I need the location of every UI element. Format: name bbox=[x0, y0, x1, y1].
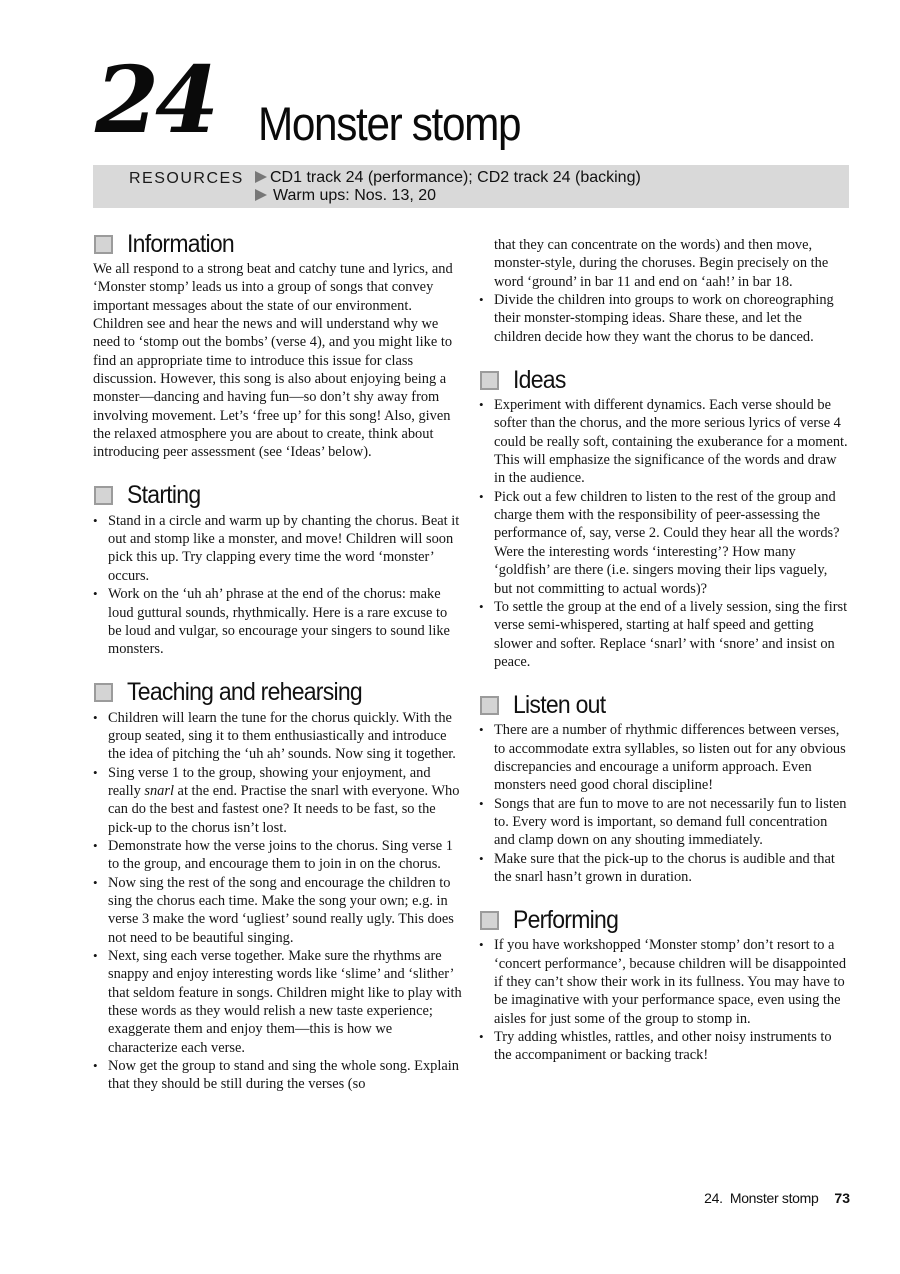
section-listen-out bbox=[479, 689, 849, 886]
list-item: • Experiment with different dynamics. Each verse should be softer than the chorus, and the more serious lyrics of verse 4 could be really soft, containing the exuberance for a moment. This will emphasize the significance of the words and draw in the audience. bbox=[479, 396, 849, 488]
square-bullet-icon bbox=[480, 911, 499, 930]
list-item: • Divide the children into groups to work on choreographing their monster-stomping ideas. Share these, and let the children decide how they want the chorus to be danced. bbox=[479, 291, 849, 346]
list-item: • Make sure that the pick-up to the chorus is audible and that the snarl hasn’t grown in duration. bbox=[479, 850, 849, 887]
resource-item: Warm ups: Nos. 13, 20 bbox=[255, 187, 641, 205]
section-information bbox=[93, 228, 463, 462]
section-title: Starting bbox=[127, 481, 201, 510]
square-bullet-icon bbox=[480, 371, 499, 390]
bullet-list bbox=[93, 512, 463, 659]
right-column bbox=[479, 236, 849, 1065]
page-number: 73 bbox=[834, 1190, 850, 1206]
list-item: • Pick out a few children to listen to the rest of the group and charge them with the responsibility of peer-assessing the performance of, say, verse 2. Could they hear all the words? Were the interesting words ‘interesting’? How many ‘goldfish’ are there (i.e. singers moving their lips vaguely, but not committing to actual words)? bbox=[479, 488, 849, 598]
section-performing bbox=[479, 904, 849, 1064]
section-heading bbox=[479, 364, 849, 396]
list-item: • If you have workshopped ‘Monster stomp’ don’t resort to a ‘concert performance’, because children will be disappointed if they can’t show their work in its fullness. You may have to be imaginative with your performance space, even using the aisles for just some of the group to stomp in. bbox=[479, 936, 849, 1028]
bullet-list bbox=[93, 709, 463, 1094]
arrow-right-icon bbox=[255, 171, 267, 183]
section-title: Listen out bbox=[513, 690, 606, 719]
list-item: • Stand in a circle and warm up by chanting the chorus. Beat it out and stomp like a monster, and move! Children will soon pick this up. Try clapping every time the word ‘monster’ occurs. bbox=[93, 512, 463, 585]
section-title: Ideas bbox=[513, 365, 566, 394]
list-item: • To settle the group at the end of a lively session, sing the first verse semi-whispered, starting at half speed and getting slower and softer. Replace ‘snarl’ with ‘snore’ and insist on peace. bbox=[479, 598, 849, 671]
left-column bbox=[93, 228, 463, 1094]
footer-chapter-label: 24. Monster stomp bbox=[704, 1190, 819, 1206]
square-bullet-icon bbox=[94, 235, 113, 254]
list-item: • Now get the group to stand and sing the whole song. Explain that they should be still during the verses (so bbox=[93, 1057, 463, 1094]
chapter-number: 24 bbox=[95, 46, 216, 154]
section-teaching-and-rehearsing bbox=[93, 677, 463, 1094]
section-starting bbox=[93, 480, 463, 659]
list-item: • There are a number of rhythmic differences between verses, to accommodate extra syllables, so listen out for any obvious discrepancies and encourage a uniform approach. Even monsters need good choral discipline! bbox=[479, 721, 849, 794]
section-title: Information bbox=[127, 229, 234, 258]
square-bullet-icon bbox=[480, 696, 499, 715]
section-heading bbox=[93, 677, 463, 709]
list-item: • Demonstrate how the verse joins to the chorus. Sing verse 1 to the group, and encourage them to join in on the chorus. bbox=[93, 837, 463, 874]
list-item: • Try adding whistles, rattles, and other noisy instruments to the accompaniment or backing track! bbox=[479, 1028, 849, 1065]
resource-item: CD1 track 24 (performance); CD2 track 24 (backing) bbox=[255, 169, 641, 187]
section-heading bbox=[479, 689, 849, 721]
section-heading bbox=[479, 904, 849, 936]
resources-label: RESOURCES bbox=[129, 170, 244, 187]
page-footer bbox=[600, 1190, 850, 1206]
bullet-list bbox=[479, 291, 849, 346]
square-bullet-icon bbox=[94, 486, 113, 505]
list-item: • Now sing the rest of the song and encourage the children to sing the chorus each time. Make the song your own; e.g. in verse 3 make the word ‘ugliest’ sound really ugly. This does not need to be beautiful singing. bbox=[93, 874, 463, 947]
bullet-list bbox=[479, 721, 849, 886]
section-heading bbox=[93, 480, 463, 512]
section-title: Teaching and rehearsing bbox=[127, 678, 362, 707]
list-item: • Next, sing each verse together. Make sure the rhythms are snappy and enjoy interesting words like ‘slime’ and ‘slither’ that seldom feature in songs. Children might like to play with these words as they would relish a new taste experience; exaggerate them and enjoy them—this is how we characterize each verse. bbox=[93, 947, 463, 1057]
chapter-header bbox=[93, 46, 853, 160]
list-item-continued: that they can concentrate on the words) and then move, monster-style, during the choruses. Begin precisely on the word ‘ground’ in bar 11 and end on ‘aah!’ in bar 18. bbox=[494, 237, 829, 290]
square-bullet-icon bbox=[94, 683, 113, 702]
section-title: Performing bbox=[513, 905, 619, 934]
emphasis: snarl bbox=[144, 782, 174, 799]
list-item: • Work on the ‘uh ah’ phrase at the end of the chorus: make loud guttural sounds, rhythmically. Here is a rare excuse to be loud and vulgar, so encourage your singers to sound like monsters. bbox=[93, 585, 463, 658]
bullet-list bbox=[479, 396, 849, 671]
section-heading bbox=[93, 228, 463, 260]
resources-bar bbox=[93, 165, 849, 208]
list-item: • Songs that are fun to move to are not necessarily fun to listen to. Every word is important, so demand full concentration and clamp down on any shouting immediately. bbox=[479, 795, 849, 850]
section-body: We all respond to a strong beat and catchy tune and lyrics, and ‘Monster stomp’ leads us into a group of songs that convey important messages about the state of our environment. Children see and hear the news and will understand why we need to ‘stomp out the bombs’ (verse 4), and you might like to find an appropriate time to introduce this issue for class discussion. However, this song is also about enjoying being a monster—dancing and having fun—so don’t shy away from involving movement. Let’s ‘free up’ for this song! Also, given the relaxed atmosphere you are about to create, think about introducing peer assessment (see ‘Ideas’ below). bbox=[93, 261, 453, 461]
list-item: • Sing verse 1 to the group, showing your enjoyment, and really snarl at the end. Practise the snarl with everyone. Who can do the best and fastest one? It needs to be fast, so the pick-up to the chorus isn’t lost. bbox=[93, 764, 463, 837]
page-title: Monster stomp bbox=[258, 97, 521, 150]
section-ideas bbox=[479, 364, 849, 671]
arrow-right-icon bbox=[255, 189, 267, 201]
resources-list bbox=[255, 169, 641, 205]
list-item: • Children will learn the tune for the chorus quickly. With the group seated, sing it to them enthusiastically and introduce the idea of pitching the ‘uh ah’ sounds. Now sing it together. bbox=[93, 709, 463, 764]
bullet-list bbox=[479, 936, 849, 1064]
